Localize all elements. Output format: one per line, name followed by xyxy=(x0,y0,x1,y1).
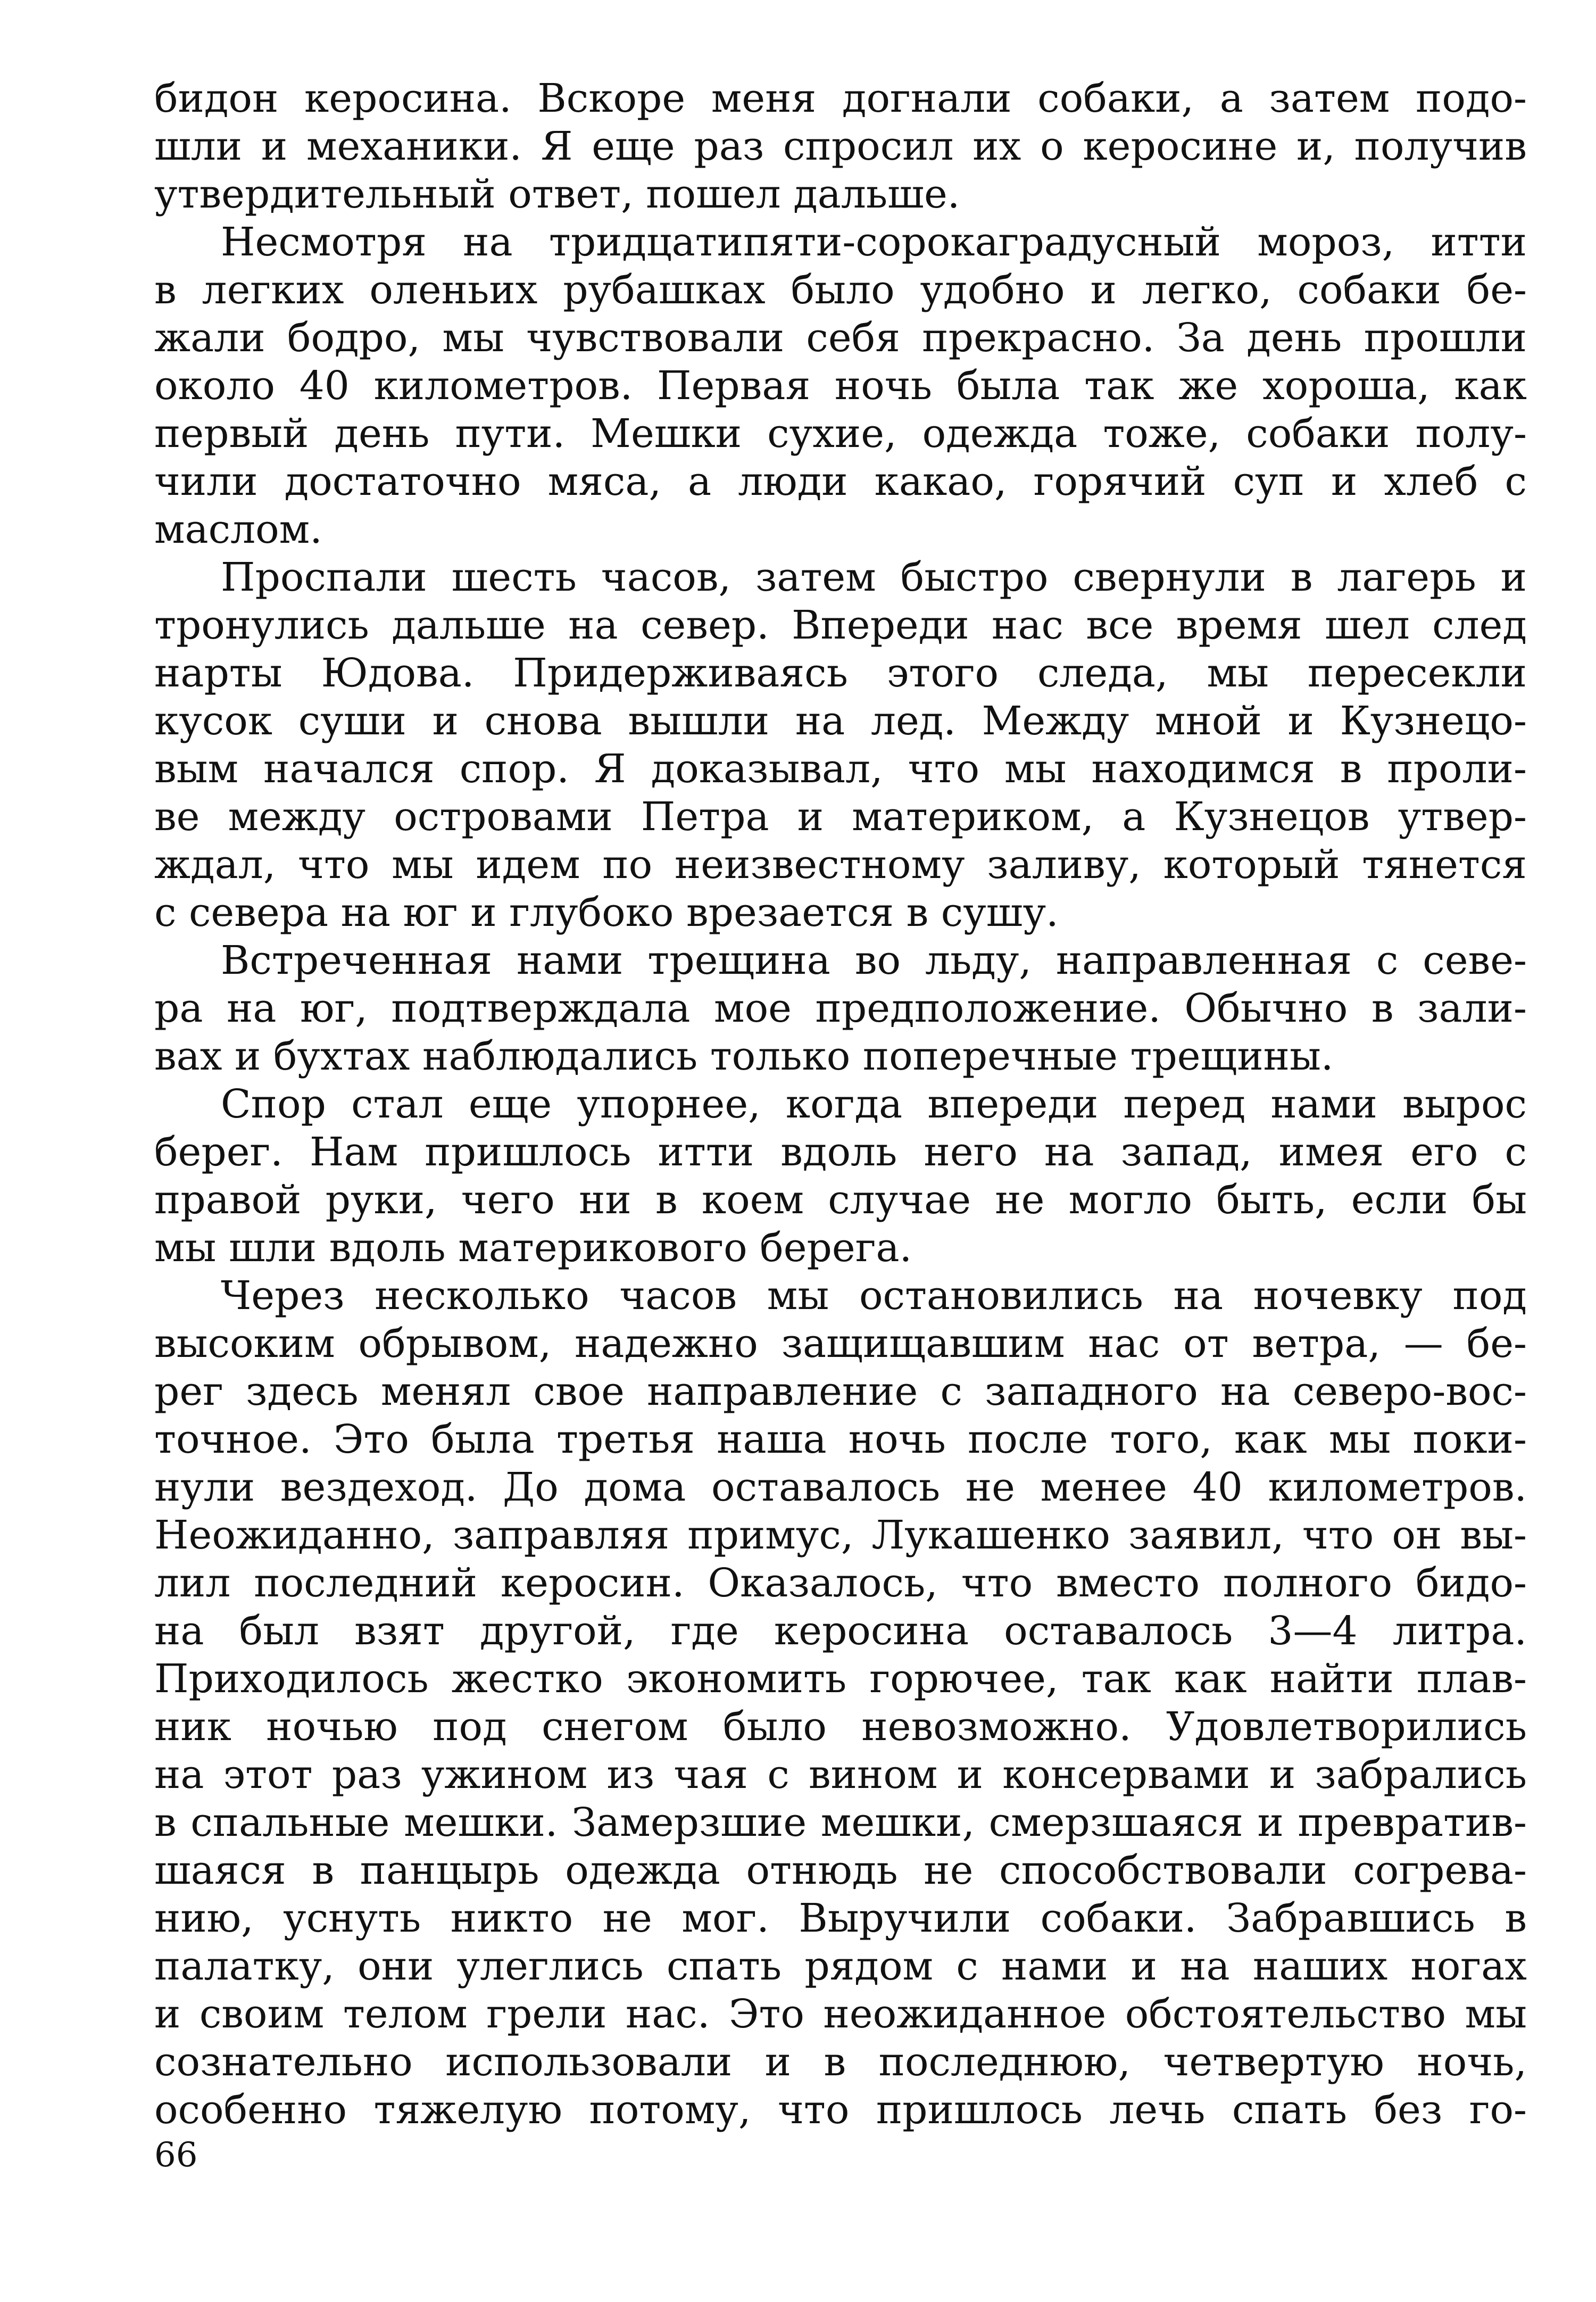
text-line: берег. Нам пришлось итти вдоль него на запад, имея его с xyxy=(154,1129,1527,1175)
text-line: в легких оленьих рубашках было удобно и легко, собаки бе- xyxy=(154,267,1527,313)
text-line: Неожиданно, заправляя примус, Лукашенко заявил, что он вы- xyxy=(154,1512,1527,1558)
page-number: 66 xyxy=(154,2135,198,2175)
text-line: лил последний керосин. Оказалось, что вместо полного бидо- xyxy=(154,1560,1527,1606)
text-line: ве между островами Петра и материком, а Кузнецов утвер- xyxy=(154,794,1527,840)
text-line: жали бодро, мы чувствовали себя прекрасно. За день прошли xyxy=(154,315,1527,361)
text-line: правой руки, чего ни в коем случае не могло быть, если бы xyxy=(154,1177,1527,1223)
text-line: утвердительный ответ, пошел дальше. xyxy=(154,171,960,217)
text-line: точное. Это была третья наша ночь после того, как мы поки- xyxy=(154,1417,1527,1462)
text-line: тронулись дальше на север. Впереди нас все время шел след xyxy=(154,602,1527,648)
text-line: первый день пути. Мешки сухие, одежда тоже, собаки полу- xyxy=(154,411,1527,457)
text-line: маслом. xyxy=(154,507,322,552)
text-line: шли и механики. Я еще раз спросил их о керосине и, получив xyxy=(154,123,1527,169)
text-line: около 40 километров. Первая ночь была так же хороша, как xyxy=(154,363,1527,409)
text-line: в спальные мешки. Замерзшие мешки, смерзшаяся и превратив- xyxy=(154,1800,1527,1845)
body-text xyxy=(154,74,1527,2134)
text-line: бидон керосина. Вскоре меня догнали собаки, а затем подо- xyxy=(154,76,1527,121)
text-line: нули вездеход. До дома оставалось не менее 40 километров. xyxy=(154,1464,1527,1510)
text-line: палатку, они улеглись спать рядом с нами и на наших ногах xyxy=(154,1943,1527,1989)
text-line: на этот раз ужином из чая с вином и консервами и забрались xyxy=(154,1752,1527,1798)
text-line: нарты Юдова. Придерживаясь этого следа, мы пересекли xyxy=(154,650,1527,696)
text-line: высоким обрывом, надежно защищавшим нас от ветра, — бе- xyxy=(154,1321,1527,1367)
text-line: мы шли вдоль материкового берега. xyxy=(154,1225,912,1271)
text-line: с севера на юг и глубоко врезается в сушу. xyxy=(154,890,1059,935)
text-line: Через несколько часов мы остановились на ночевку под xyxy=(221,1273,1527,1319)
text-line: вым начался спор. Я доказывал, что мы находимся в проли- xyxy=(154,746,1527,792)
text-line: сознательно использовали и в последнюю, четвертую ночь, xyxy=(154,2039,1527,2085)
text-line: Встреченная нами трещина во льду, направленная с севе- xyxy=(221,938,1527,983)
text-line: и своим телом грели нас. Это неожиданное обстоятельство мы xyxy=(154,1991,1527,2037)
text-line: вах и бухтах наблюдались только поперечные трещины. xyxy=(154,1033,1334,1079)
text-line: Спор стал еще упорнее, когда впереди перед нами вырос xyxy=(221,1081,1527,1127)
text-line: Проспали шесть часов, затем быстро свернули в лагерь и xyxy=(221,554,1527,600)
text-line: кусок суши и снова вышли на лед. Между мной и Кузнецо- xyxy=(154,698,1527,744)
text-line: на был взят другой, где керосина оставалось 3—4 литра. xyxy=(154,1608,1527,1654)
text-line: ник ночью под снегом было невозможно. Удовлетворились xyxy=(154,1704,1527,1750)
text-line: рег здесь менял свое направление с западного на северо-вос- xyxy=(154,1369,1527,1414)
text-line: ждал, что мы идем по неизвестному заливу, который тянется xyxy=(154,842,1527,888)
text-line: особенно тяжелую потому, что пришлось лечь спать без го- xyxy=(154,2087,1527,2133)
text-line: шаяся в панцырь одежда отнюдь не способствовали согрева- xyxy=(154,1848,1527,1893)
text-line: чили достаточно мяса, а люди какао, горячий суп и хлеб с xyxy=(154,459,1527,504)
text-line: нию, уснуть никто не мог. Выручили собаки. Забравшись в xyxy=(154,1895,1527,1941)
text-line: Несмотря на тридцатипяти-сорокаградусный мороз, итти xyxy=(221,219,1527,265)
text-line: ра на юг, подтверждала мое предположение. Обычно в зали- xyxy=(154,986,1527,1031)
text-line: Приходилось жестко экономить горючее, так как найти плав- xyxy=(154,1656,1527,1702)
